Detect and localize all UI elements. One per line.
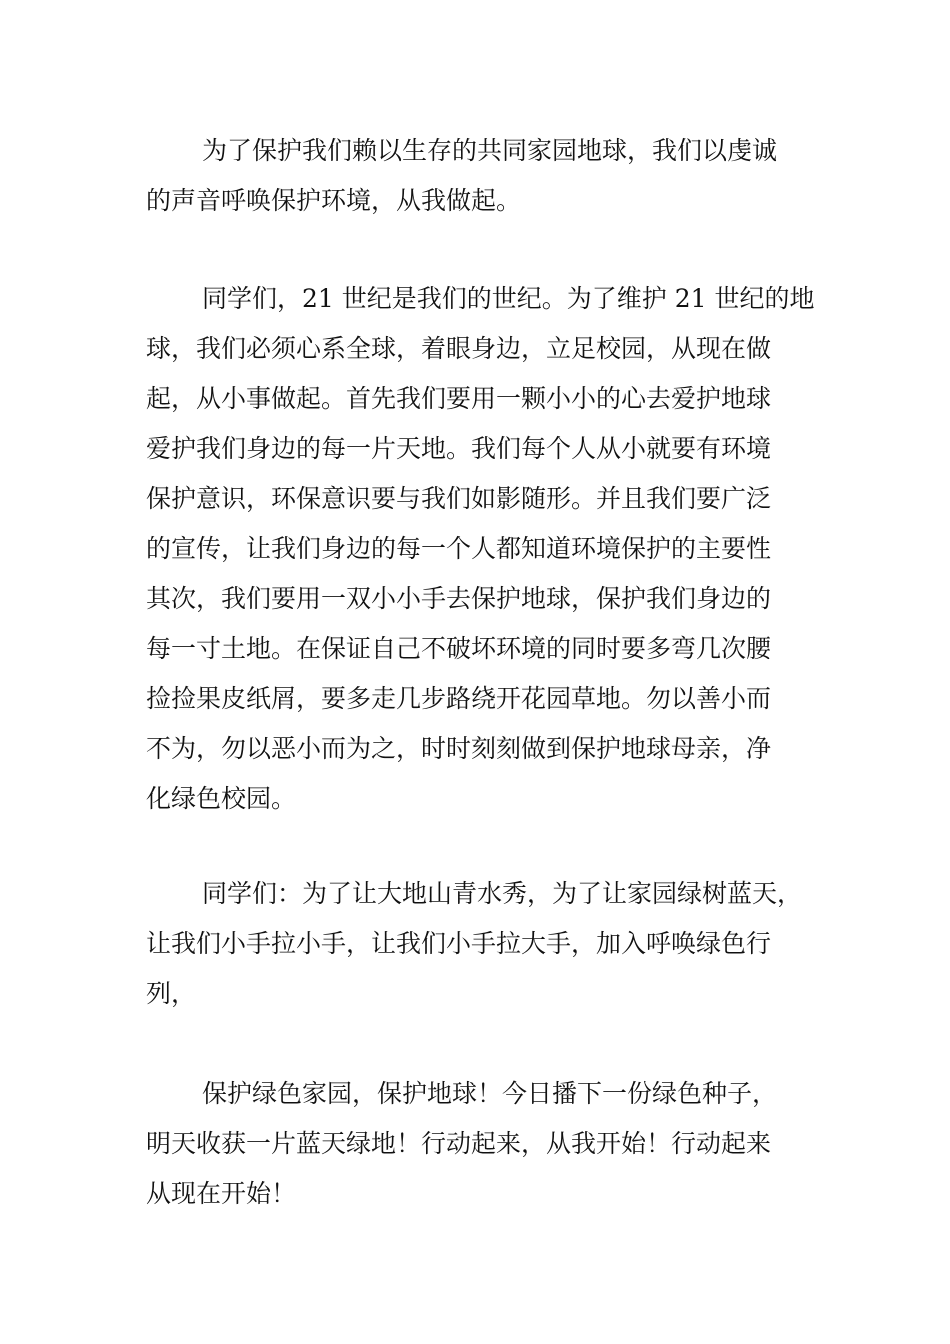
text-line: 为了保护我们赖以生存的共同家园地球，我们以虔诚 <box>202 136 778 165</box>
text-line: 保护意识，环保意识要与我们如影随形。并且我们要广泛 <box>146 484 772 513</box>
text-line: 明天收获一片蓝天绿地！行动起来，从我开始！行动起来 <box>146 1129 772 1158</box>
text-line: 化绿色校园。 <box>146 784 297 813</box>
paragraph-2 <box>146 274 815 824</box>
text-line: 让我们小手拉小手，让我们小手拉大手，加入呼唤绿色行 <box>146 929 772 958</box>
text-line: 列， <box>146 979 197 1008</box>
text-line: 每一寸土地。在保证自己不破坏环境的同时要多弯几次腰 <box>146 634 772 663</box>
paragraph-3 <box>146 869 806 1019</box>
text-line: 同学们：为了让大地山青水秀，为了让家园绿树蓝天， <box>202 879 803 908</box>
text-line: 其次，我们要用一双小小手去保护地球，保护我们身边的 <box>146 584 772 613</box>
paragraph-4 <box>146 1069 806 1219</box>
text-line: 捡捡果皮纸屑，要多走几步路绕开花园草地。勿以善小而 <box>146 684 772 713</box>
text-line: 起，从小事做起。首先我们要用一颗小小的心去爱护地球 <box>146 384 772 413</box>
text-line: 同学们，21 世纪是我们的世纪。为了维护 21 世纪的地 <box>202 284 815 313</box>
text-line: 保护绿色家园，保护地球！今日播下一份绿色种子， <box>202 1079 778 1108</box>
text-line: 的宣传，让我们身边的每一个人都知道环境保护的主要性 <box>146 534 772 563</box>
paragraph-1 <box>146 126 806 226</box>
text-line: 的声音呼唤保护环境，从我做起。 <box>146 186 522 215</box>
text-line: 从现在开始！ <box>146 1179 297 1208</box>
text-line: 爱护我们身边的每一片天地。我们每个人从小就要有环境 <box>146 434 772 463</box>
text-line: 球，我们必须心系全球，着眼身边，立足校园，从现在做 <box>146 334 772 363</box>
text-line: 不为，勿以恶小而为之，时时刻刻做到保护地球母亲，净 <box>146 734 772 763</box>
